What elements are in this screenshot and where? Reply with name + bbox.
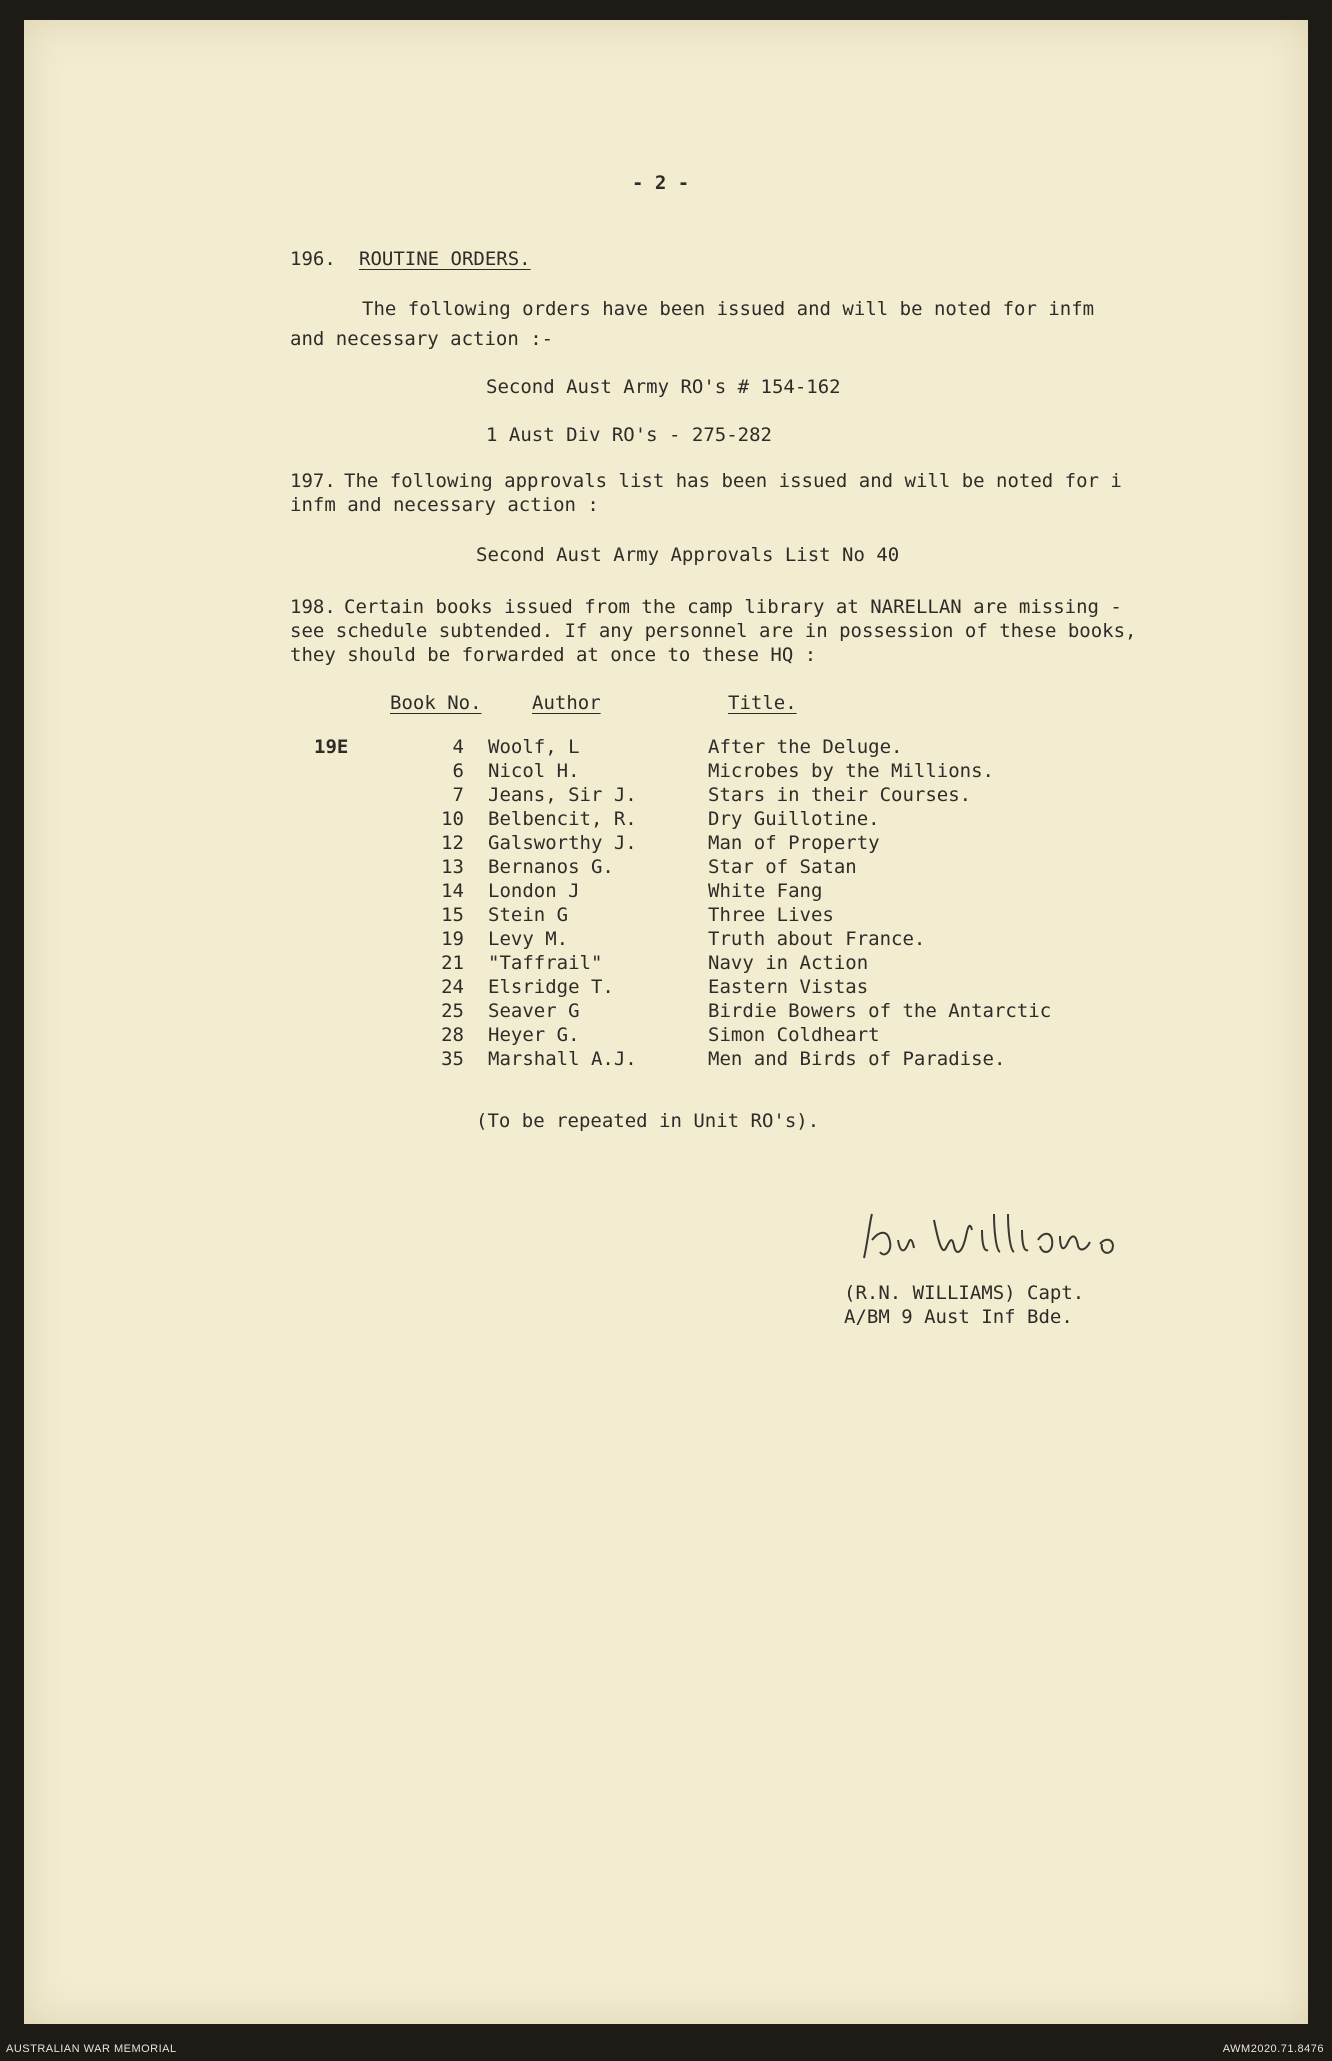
book-number: 19 <box>441 928 464 950</box>
book-number: 35 <box>441 1048 464 1070</box>
book-author: Woolf, L <box>488 736 580 758</box>
book-title: Stars in their Courses. <box>708 784 972 806</box>
section-198-line3: they should be forwarded at once to these HQ : <box>290 644 817 666</box>
book-number: 28 <box>441 1024 464 1046</box>
book-title: Eastern Vistas <box>708 976 869 998</box>
book-author: Levy M. <box>488 928 569 950</box>
table-header-title: Title. <box>728 692 797 714</box>
book-title: White Fang <box>708 880 823 902</box>
book-title: Dry Guillotine. <box>708 808 880 830</box>
table-row <box>24 1024 1308 1048</box>
book-title: Truth about France. <box>708 928 926 950</box>
book-author: Jeans, Sir J. <box>488 784 637 806</box>
section-196-line1: The following orders have been issued and will be noted for infm <box>362 298 1095 320</box>
section-197-line2: infm and necessary action : <box>290 494 599 516</box>
table-side-label: 19E <box>314 736 349 758</box>
book-title: Three Lives <box>708 904 834 926</box>
archive-footer-left: AUSTRALIAN WAR MEMORIAL <box>6 2043 177 2055</box>
book-number: 25 <box>441 1000 464 1022</box>
book-author: Marshall A.J. <box>488 1048 637 1070</box>
archive-footer-right: AWM2020.71.8476 <box>1222 2043 1324 2055</box>
table-row <box>24 928 1308 952</box>
book-author: Heyer G. <box>488 1024 580 1046</box>
section-197-ref: Second Aust Army Approvals List No 40 <box>476 544 900 566</box>
book-number: 4 <box>452 736 464 758</box>
footnote: (To be repeated in Unit RO's). <box>476 1110 820 1132</box>
section-196-number: 196. <box>290 248 336 270</box>
book-number: 14 <box>441 880 464 902</box>
table-row <box>24 952 1308 976</box>
book-title: Men and Birds of Paradise. <box>708 1048 1006 1070</box>
book-author: Galsworthy J. <box>488 832 637 854</box>
page-number: - 2 - <box>632 172 690 194</box>
signature-role: A/BM 9 Aust Inf Bde. <box>844 1306 1073 1328</box>
table-row <box>24 832 1308 856</box>
book-number: 10 <box>441 808 464 830</box>
table-header-author: Author <box>532 692 601 714</box>
book-number: 21 <box>441 952 464 974</box>
book-author: Stein G <box>488 904 569 926</box>
book-author: Seaver G <box>488 1000 580 1022</box>
table-row <box>24 1000 1308 1024</box>
book-title: Simon Coldheart <box>708 1024 880 1046</box>
table-row <box>24 904 1308 928</box>
section-198-line1: Certain books issued from the camp library at NARELLAN are missing - <box>344 596 1122 618</box>
book-author: Elsridge T. <box>488 976 614 998</box>
section-196-line2: and necessary action :- <box>290 328 554 350</box>
signature-name: (R.N. WILLIAMS) Capt. <box>844 1282 1085 1304</box>
book-number: 13 <box>441 856 464 878</box>
book-table <box>24 736 1308 1076</box>
table-row <box>24 760 1308 784</box>
book-title: Man of Property <box>708 832 880 854</box>
book-title: After the Deluge. <box>708 736 903 758</box>
book-author: Nicol H. <box>488 760 580 782</box>
section-196-ref2: 1 Aust Div RO's - 275-282 <box>486 424 772 446</box>
table-row <box>24 736 1308 760</box>
table-row <box>24 880 1308 904</box>
book-number: 15 <box>441 904 464 926</box>
section-197-line1: The following approvals list has been issued and will be noted for i <box>344 470 1122 492</box>
book-number: 12 <box>441 832 464 854</box>
book-number: 7 <box>452 784 464 806</box>
section-198-line2: see schedule subtended. If any personnel are in possession of these books, <box>290 620 1137 642</box>
book-title: Navy in Action <box>708 952 869 974</box>
book-author: Belbencit, R. <box>488 808 637 830</box>
handwritten-signature <box>854 1200 1204 1270</box>
book-title: Microbes by the Millions. <box>708 760 994 782</box>
section-197-number: 197. <box>290 470 336 492</box>
table-row <box>24 784 1308 808</box>
book-title: Birdie Bowers of the Antarctic <box>708 1000 1052 1022</box>
section-198-number: 198. <box>290 596 336 618</box>
table-row <box>24 808 1308 832</box>
book-author: London J <box>488 880 580 902</box>
table-row <box>24 1048 1308 1072</box>
document-page <box>24 20 1308 2024</box>
book-number: 6 <box>452 760 464 782</box>
book-title: Star of Satan <box>708 856 857 878</box>
book-number: 24 <box>441 976 464 998</box>
table-row <box>24 976 1308 1000</box>
section-196-heading: ROUTINE ORDERS. <box>359 248 531 270</box>
book-author: Bernanos G. <box>488 856 614 878</box>
table-header-book-no: Book No. <box>390 692 482 714</box>
book-author: "Taffrail" <box>488 952 603 974</box>
section-196-ref1: Second Aust Army RO's # 154-162 <box>486 376 841 398</box>
table-row <box>24 856 1308 880</box>
